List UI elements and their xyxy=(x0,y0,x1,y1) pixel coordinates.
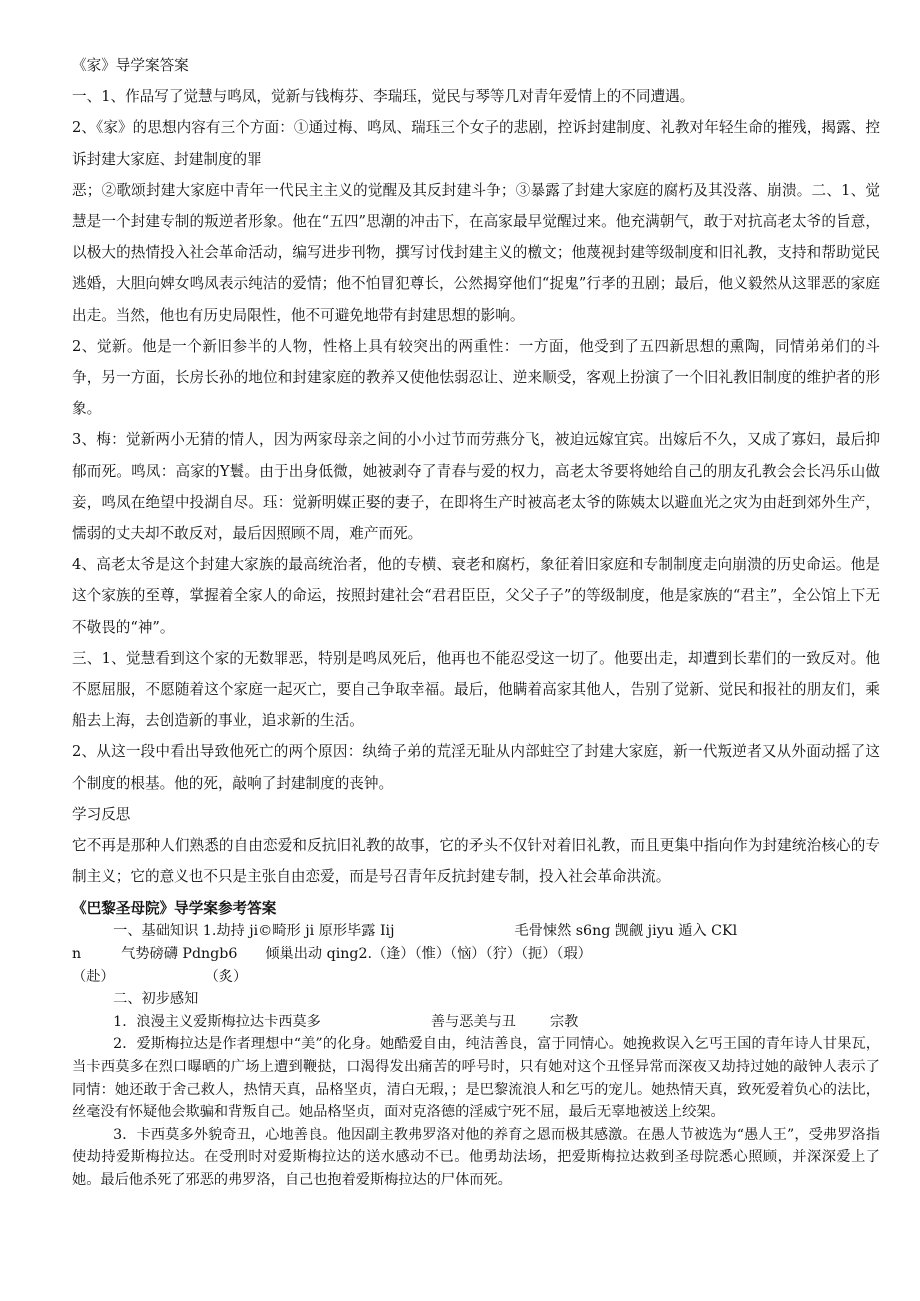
paragraph: 2、《家》的思想内容有三个方面：①通过梅、鸣凤、瑞珏三个女子的悲剧，控诉封建制度、礼教对年轻生命的摧残，揭露、控诉封建大家庭、封建制度的罪 xyxy=(72,119,880,168)
paragraph: 3．卡西莫多外貌奇丑，心地善良。他因副主教弗罗洛对他的养育之恩而极其感激。在愚人节被选为“愚人王”，受弗罗洛指使劫持爱斯梅拉达。在受刑时对爱斯梅拉达的送水感动不已。他勇劫法场，把爱斯梅拉达救到圣母院悉心照顾，并深深爱上了她。最后他杀死了邪恶的弗罗洛，自己也抱着爱斯梅拉达的尸体而死。 xyxy=(72,1126,880,1189)
vocab-text: n xyxy=(72,946,82,963)
vocab-text: 气势磅礴 Pdngb6 xyxy=(121,946,238,963)
reflection-heading: 学习反思 xyxy=(72,805,131,823)
answer-text: 1．浪漫主义爱斯梅拉达卡西莫多 xyxy=(113,1013,321,1030)
answer-text: 宗教 xyxy=(549,1013,579,1030)
subheading: 二、初步感知 xyxy=(113,991,199,1008)
paragraph: 一、1、作品写了觉慧与鸣凤，觉新与钱梅芬、李瑞珏，觉民与琴等几对青年爱情上的不同遭遇。 xyxy=(72,88,695,106)
section-title: 《巴黎圣母院》导学案参考答案 xyxy=(72,900,277,918)
vocab-text: （赴） xyxy=(72,968,115,985)
document xyxy=(72,50,880,1192)
vocab-text: 一、基础知识 1.劫持 ji©畸形 ji 原形毕露 Iij xyxy=(113,923,395,940)
section-jia xyxy=(72,50,880,892)
paragraph: 2．爱斯梅拉达是作者理想中“美”的化身。她酷爱自由，纯洁善良，富于同情心。她挽救误入乞丐王国的青年诗人甘果瓦，当卡西莫多在烈口曝晒的广场上遭到鞭挞，口渴得发出痛苦的呼号时，只有她对这个丑怪异常而深夜又劫持过她的敲钟人表示了同情：她还敢于舍己救人，热情天真，品格坚贞，清白无瑕，；是巴黎流浪人和乞丐的宠儿。她热情天真，致死爱着负心的法比，丝毫没有怀疑他会欺骗和背叛自己。她品格坚贞，面对克洛德的淫威宁死不屈，最后无辜地被送上绞架。 xyxy=(72,1036,880,1121)
vocab-text: 毛骨悚然 s6ng 觊觎 jiyu 遁入 CKl xyxy=(514,923,738,940)
paragraph: 恶；②歌颂封建大家庭中青年一代民主主义的觉醒及其反封建斗争；③暴露了封建大家庭的腐朽及其没落、崩溃。二、1、觉慧是一个封建专制的叛逆者形象。他在“五四”思潮的冲击下，在高家最早觉醒过来。他充满朝气，敢于对抗高老太爷的旨意，以极大的热情投入社会革命活动，编写进步刊物，撰写讨伐封建主义的檄文；他蔑视封建等级制度和旧礼教，支持和帮助觉民逃婚，大胆向婢女鸣凤表示纯洁的爱情；他不怕冒犯尊长，公然揭穿他们“捉鬼”行孝的丑剧；最后，他义毅然从这罪恶的家庭出走。当然，他也有历史局限性，他不可避免地带有封建思想的影响。 xyxy=(72,181,880,324)
vocab-text: （炙） xyxy=(204,968,248,985)
vocab-line xyxy=(72,920,880,943)
vocab-line xyxy=(72,966,880,989)
paragraph: 4、高老太爷是这个封建大家族的最高统治者，他的专横、衰老和腐朽，象征着旧家庭和专制制度走向崩溃的历史命运。他是这个家族的至尊，掌握着全家人的命运，按照封建社会“君君臣臣，父父子子”的等级制度，他是家族的“君主”，全公馆上下无不敬畏的“神”。 xyxy=(72,556,880,636)
paragraph: 2、从这一段中看出导致他死亡的两个原因：纨绮子弟的荒淫无耻从内部蛀空了封建大家庭，新一代叛逆者又从外面动摇了这个制度的根基。他的死，敲响了封建制度的丧钟。 xyxy=(72,743,880,792)
vocab-text: 倾巢出动 qing2.（逢）（惟）（恼）（狞）（扼）（瑕） xyxy=(265,946,592,963)
paragraph: 3、梅：觉新两小无猜的情人，因为两家母亲之间的小小过节而劳燕分飞，被迫远嫁宜宾。出嫁后不久，又成了寡妇，最后抑郁而死。鸣凤：高家的Y鬟。由于出身低微，她被剥夺了青春与爱的权力，高老太爷要将她给自己的朋友孔教会会长冯乐山做妾，鸣凤在绝望中投湖自尽。珏：觉新明媒正娶的妻子，在即将生产时被高老太爷的陈姨太以避血光之灾为由赶到郊外生产，懦弱的丈夫却不敢反对，最后因照顾不周，难产而死。 xyxy=(72,431,880,543)
section-title: 《家》导学案答案 xyxy=(72,57,189,74)
paragraph: 三、1、觉慧看到这个家的无数罪恶，特别是鸣凤死后，他再也不能忍受这一切了。他要出走，却遭到长辈们的一致反对。他不愿屈服，不愿随着这个家庭一起灭亡，要自己争取幸福。最后，他瞒着高家其他人，告别了觉新、觉民和报社的朋友们，乘船去上海，去创造新的事业，追求新的生活。 xyxy=(72,649,880,730)
answer-text: 善与恶美与丑 xyxy=(430,1013,516,1030)
paragraph: 2、觉新。他是一个新旧参半的人物，性格上具有较突出的两重性：一方面，他受到了五四新思想的熏陶，同情弟弟们的斗争，另一方面，长房长孙的地位和封建家庭的教养又使他怯弱忍让、逆来顺受，客观上扮演了一个旧礼教旧制度的维护者的形象。 xyxy=(72,337,880,418)
section-notre-dame xyxy=(72,898,880,1191)
reflection-text: 它不再是那种人们熟悉的自由恋爱和反抗旧礼教的故事，它的矛头不仅针对着旧礼教，而且更集中指向作为封建统治核心的专制主义；它的意义也不只是主张自由恋爱，而是号召青年反抗封建专制，投入社会革命洪流。 xyxy=(72,837,880,886)
vocab-line xyxy=(72,943,880,966)
answer-line xyxy=(72,1011,880,1034)
